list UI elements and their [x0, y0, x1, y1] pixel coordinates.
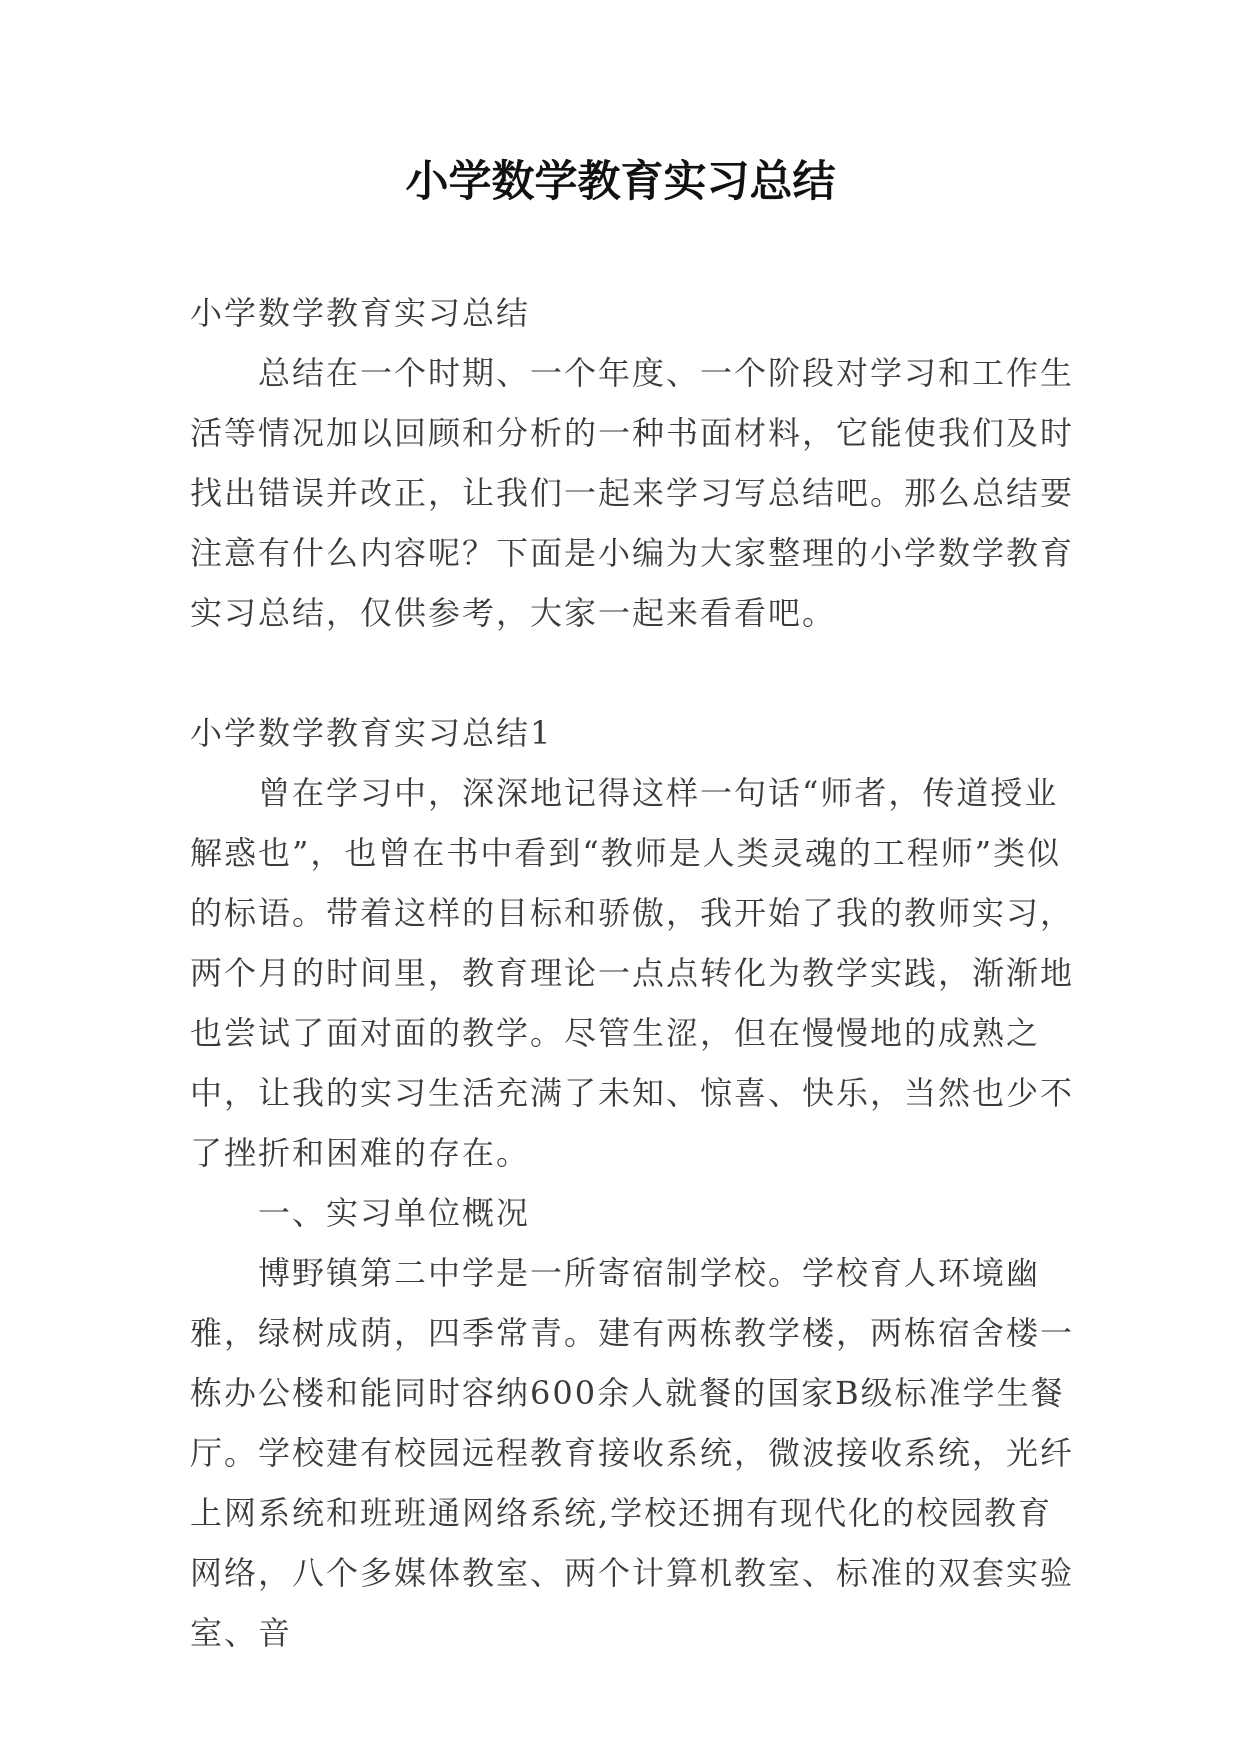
intro-paragraph: 总结在一个时期、一个年度、一个阶段对学习和工作生活等情况加以回顾和分析的一种书面材料，它能使我们及时找出错误并改正，让我们一起来学习写总结吧。那么总结要注意有什么内容呢？下面是小编为大家整理的小学数学教育实习总结，仅供参考，大家一起来看看吧。 [190, 354, 1075, 632]
subsection-heading: 一、实习单位概况 [258, 1194, 531, 1232]
section-heading: 小学数学教育实习总结1 [190, 714, 553, 752]
document-body [190, 283, 1080, 1663]
body-paragraph: 博野镇第二中学是一所寄宿制学校。学校育人环境幽雅，绿树成荫，四季常青。建有两栋教学楼，两栋宿舍楼一栋办公楼和能同时容纳600余人就餐的国家B级标准学生餐厅。学校建有校园远程教育接收系统，微波接收系统，光纤上网系统和班班通网络系统,学校还拥有现代化的校园教育网络，八个多媒体教室、两个计算机教室、标准的双套实验室、音 [190, 1254, 1075, 1652]
document-title: 小学数学教育实习总结 [405, 157, 836, 207]
body-paragraph: 曾在学习中，深深地记得这样一句话“师者，传道授业解惑也”，也曾在书中看到“教师是人类灵魂的工程师”类似的标语。带着这样的目标和骄傲，我开始了我的教师实习，两个月的时间里，教育理论一点点转化为教学实践，渐渐地也尝试了面对面的教学。尽管生涩，但在慢慢地的成熟之中，让我的实习生活充满了未知、惊喜、快乐，当然也少不了挫折和困难的存在。 [190, 774, 1075, 1172]
document-subtitle: 小学数学教育实习总结 [190, 294, 531, 332]
section-spacer [190, 643, 1080, 703]
